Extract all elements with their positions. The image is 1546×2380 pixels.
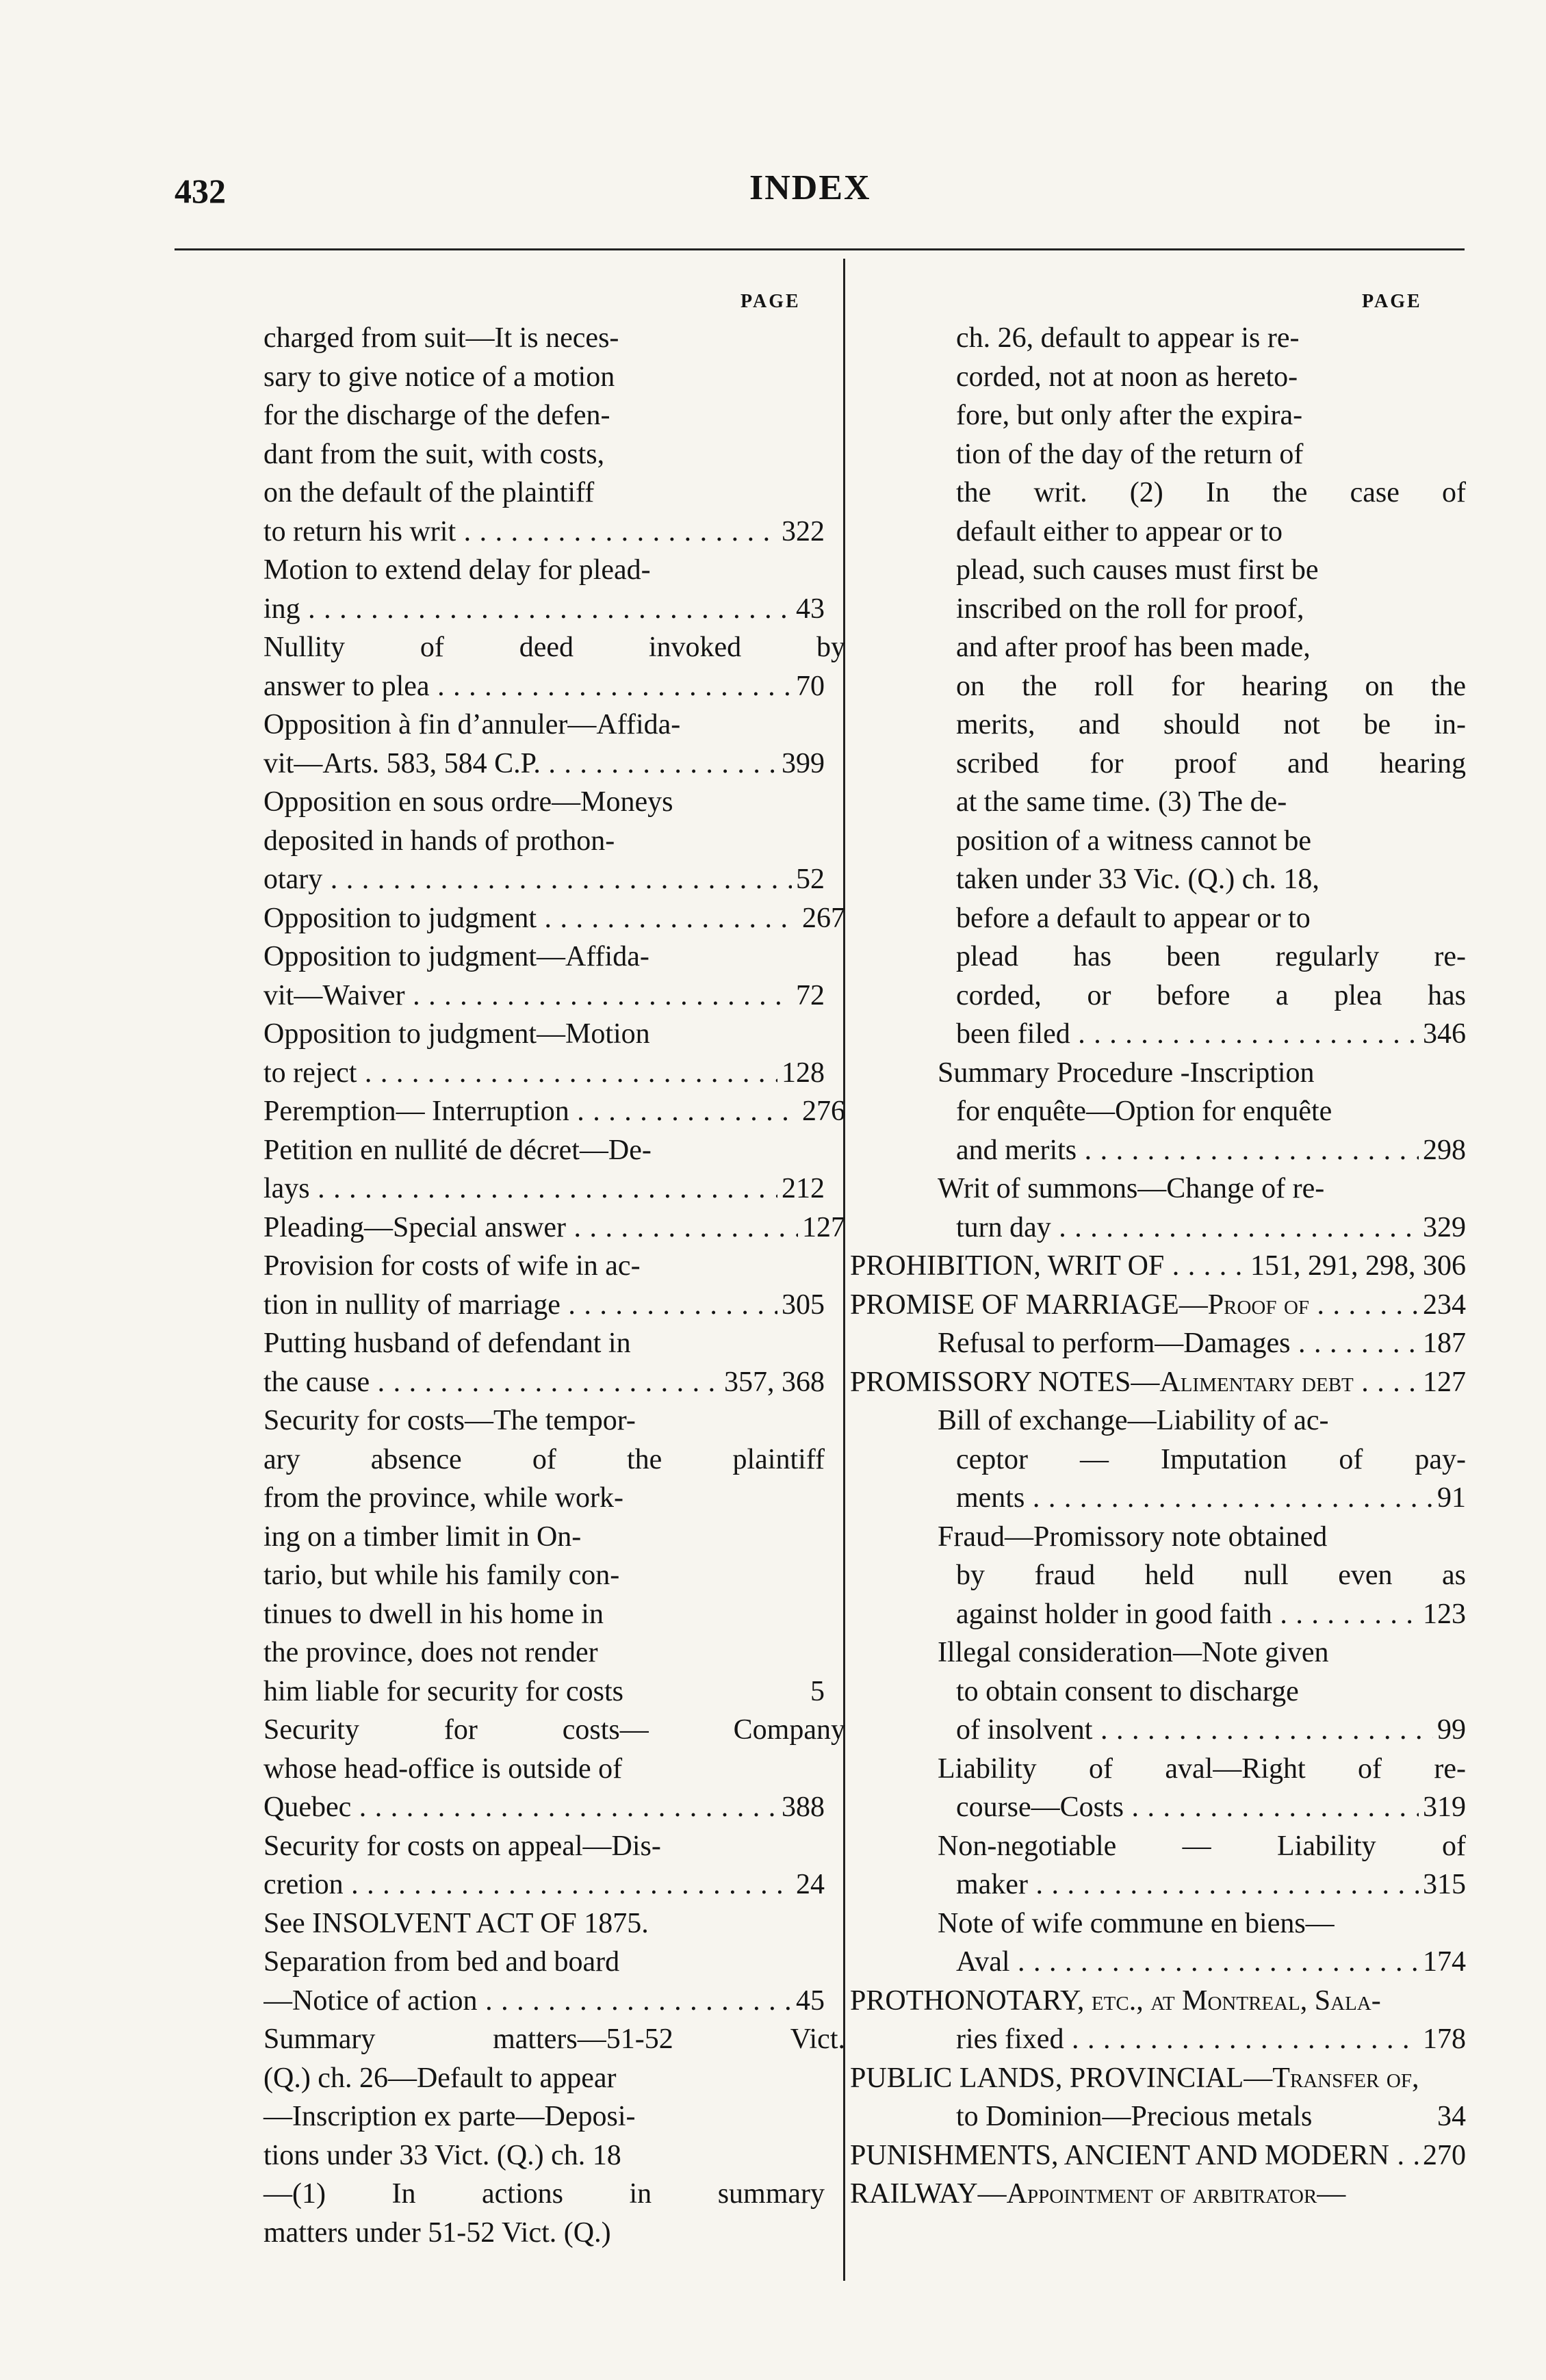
index-entry-text: Opposition to judgment—Affida- [263, 941, 649, 972]
page-reference: 357, 368 [724, 1366, 825, 1398]
index-line [263, 1208, 845, 1247]
index-entry-text: fore, but only after the expira- [956, 400, 1303, 431]
index-line [263, 1788, 825, 1827]
page-reference: 151, 291, 298, 306 [1250, 1250, 1466, 1282]
index-line [263, 976, 825, 1016]
index-entry-text: deposited in hands of prothon- [263, 825, 615, 857]
index-entry-text: by fraud held null even as [956, 1560, 1466, 1591]
page-reference: 24 [796, 1869, 825, 1900]
index-line [850, 358, 1466, 397]
index-entry-text: Non-negotiable — Liability of [938, 1830, 1466, 1862]
index-line [263, 1633, 825, 1672]
index-entry-text: See INSOLVENT ACT OF 1875. [263, 1907, 649, 1939]
index-line [850, 1169, 1466, 1208]
page-reference: 174 [1423, 1946, 1466, 1978]
index-entry-text: Opposition à fin d’annuler—Affida- [263, 709, 681, 740]
index-entry-text: the cause . . . [263, 1363, 720, 1402]
index-entry-text: for enquête—Option for enquête [956, 1096, 1332, 1127]
index-line [850, 1401, 1466, 1440]
index-entry-text: to return his writ . . . [263, 513, 777, 552]
index-entry-text: Illegal consideration—Note given [938, 1637, 1329, 1668]
index-line [263, 1943, 845, 1982]
index-entry-text: inscribed on the roll for proof, [956, 593, 1304, 625]
index-line [850, 1015, 1466, 1054]
page-reference: 322 [782, 515, 825, 547]
index-line [263, 667, 825, 706]
index-line [263, 822, 825, 861]
index-line [263, 2175, 825, 2214]
index-entry-text: PROMISE OF MARRIAGE—Proof of . . . [850, 1286, 1419, 1325]
index-entry-text: Motion to extend delay for plead- [263, 554, 651, 586]
index-entry-text: ments . . . [956, 1479, 1433, 1518]
left-column [263, 319, 845, 2252]
index-line [850, 2059, 1466, 2098]
index-entry-text: dant from the suit, with costs, [263, 438, 605, 470]
index-entry-text: Provision for costs of wife in ac- [263, 1250, 641, 1282]
index-line [850, 435, 1466, 474]
index-line [850, 745, 1466, 784]
index-line [263, 551, 845, 590]
index-line [850, 1440, 1466, 1479]
index-line [850, 1904, 1466, 1943]
index-entry-text: otary . . . [263, 860, 792, 899]
index-line [850, 976, 1466, 1016]
index-entry-text: ch. 26, default to appear is re- [956, 322, 1300, 354]
index-line [850, 2097, 1466, 2136]
page-reference: 123 [1423, 1598, 1466, 1630]
index-line [850, 1131, 1466, 1170]
index-entry-text: against holder in good faith . . . [956, 1595, 1419, 1634]
index-entry-text: PUNISHMENTS, ANCIENT AND MODERN . . . [850, 2136, 1419, 2175]
index-line [850, 1711, 1466, 1750]
index-line [850, 1208, 1466, 1247]
page-reference: 99 [1437, 1714, 1466, 1746]
index-line [263, 2136, 825, 2175]
page-reference: 212 [782, 1173, 825, 1204]
index-entry-text: answer to plea . . . [263, 667, 792, 706]
index-entry-text: —Notice of action . . . [263, 1982, 792, 2021]
index-entry-text: ing . . . [263, 590, 792, 629]
page-reference: 329 [1423, 1211, 1466, 1243]
index-entry-text: tion of the day of the return of [956, 438, 1304, 470]
index-entry-text: been filed . . . [956, 1015, 1419, 1054]
index-entry-text: (Q.) ch. 26—Default to appear [263, 2062, 617, 2094]
index-line [850, 937, 1466, 976]
index-line [263, 706, 845, 745]
index-entry-text: on the default of the plaintiff [263, 477, 595, 508]
index-line [263, 2059, 825, 2098]
index-entry-text: corded, or before a plea has [956, 979, 1466, 1011]
right-column [850, 319, 1466, 2214]
page-reference: 319 [1423, 1792, 1466, 1823]
index-entry-text: Writ of summons—Change of re- [938, 1173, 1325, 1204]
index-entry-text: and after proof has been made, [956, 632, 1311, 663]
index-line [850, 706, 1466, 745]
index-line [263, 1247, 845, 1286]
index-line [850, 474, 1466, 513]
index-entry-text: maker . . . [956, 1865, 1419, 1904]
page-reference: 399 [782, 747, 825, 779]
page-reference: 43 [796, 593, 825, 625]
index-entry-text: before a default to appear or to [956, 902, 1311, 934]
index-line [850, 513, 1466, 552]
index-line [263, 1479, 825, 1518]
page-reference: 267 [802, 902, 845, 934]
index-line [263, 590, 825, 629]
index-line [263, 1827, 845, 1866]
index-entry-text: default either to appear or to [956, 515, 1283, 547]
index-entry-text: ary absence of the plaintiff [263, 1443, 825, 1475]
index-entry-text: RAILWAY—Appointment of arbitrator— [850, 2178, 1346, 2210]
page-reference: 70 [796, 670, 825, 702]
index-line [850, 396, 1466, 435]
index-line [850, 860, 1466, 899]
index-line [263, 1092, 845, 1131]
index-line [850, 783, 1466, 822]
index-entry-text: the writ. (2) In the case of [956, 477, 1466, 508]
index-entry-text: Security for costs—The tempor- [263, 1405, 636, 1436]
index-entry-text: Petition en nullité de décret—De- [263, 1134, 652, 1166]
index-line [850, 2175, 1466, 2214]
index-entry-text: matters under 51-52 Vict. (Q.) [263, 2216, 611, 2249]
index-entry-text: Security for costs— Company [263, 1714, 845, 1746]
index-entry-text: lays . . . [263, 1169, 777, 1208]
index-line [263, 1015, 845, 1054]
index-line [850, 1672, 1466, 1711]
index-entry-text: Bill of exchange—Liability of ac- [938, 1405, 1329, 1436]
right-column-page-label: PAGE [1362, 291, 1422, 312]
index-line [850, 1286, 1466, 1325]
index-entry-text: tions under 33 Vict. (Q.) ch. 18 [263, 2139, 621, 2171]
index-line [263, 435, 825, 474]
index-line [263, 319, 825, 358]
index-line [850, 1324, 1466, 1363]
index-line [850, 1865, 1466, 1904]
index-entry-text: at the same time. (3) The de- [956, 786, 1287, 818]
page-reference: 388 [782, 1792, 825, 1823]
page-reference: 315 [1423, 1869, 1466, 1900]
index-entry-text: Pleading—Special answer . . . [263, 1208, 798, 1247]
index-entry-text: Summary matters—51-52 Vict. [263, 2023, 845, 2055]
index-entry-text: Putting husband of defendant in [263, 1328, 631, 1359]
index-line [263, 2214, 825, 2253]
index-entry-text: Security for costs on appeal—Dis- [263, 1830, 661, 1862]
index-line [263, 1982, 825, 2021]
index-line [263, 396, 825, 435]
index-line [263, 1904, 845, 1943]
index-line [263, 1865, 825, 1904]
index-line [850, 822, 1466, 861]
index-entry-text: plead has been regularly re- [956, 941, 1466, 972]
page-reference: 270 [1423, 2139, 1466, 2171]
index-line [850, 1595, 1466, 1634]
index-entry-text: corded, not at noon as hereto- [956, 361, 1298, 393]
index-line [850, 1479, 1466, 1518]
page-number: 432 [175, 172, 226, 210]
index-line [850, 1788, 1466, 1827]
index-line [263, 937, 845, 976]
index-entry-text: vit—Waiver . . . [263, 976, 792, 1016]
index-entry-text: whose head-office is outside of [263, 1752, 623, 1785]
index-entry-text: Peremption— Interruption . . . [263, 1092, 798, 1131]
page-reference: 5 [810, 1675, 825, 1707]
index-line [263, 1672, 825, 1711]
index-entry-text: taken under 33 Vic. (Q.) ch. 18, [956, 864, 1319, 895]
index-entry-text: Note of wife commune en biens— [938, 1907, 1335, 1939]
index-entry-text: him liable for security for costs [263, 1675, 624, 1707]
index-entry-text: PUBLIC LANDS, PROVINCIAL—Transfer of, [850, 2062, 1419, 2094]
index-line [850, 1247, 1466, 1286]
page-reference: 128 [782, 1057, 825, 1089]
index-line [850, 1518, 1466, 1557]
page-reference: 178 [1423, 2023, 1466, 2055]
index-line [263, 1169, 825, 1208]
index-entry-text: scribed for proof and hearing [956, 747, 1466, 779]
index-line [850, 1092, 1466, 1131]
page-reference: 187 [1423, 1328, 1466, 1359]
index-entry-text: from the province, while work- [263, 1482, 624, 1514]
running-head: INDEX [749, 168, 871, 207]
index-line [263, 513, 825, 552]
index-line [263, 745, 825, 784]
index-entry-text: to obtain consent to discharge [956, 1675, 1299, 1707]
index-entry-text: turn day . . . [956, 1208, 1419, 1247]
page-reference: 276 [802, 1096, 845, 1127]
index-line [263, 1711, 845, 1750]
index-line [850, 590, 1466, 629]
index-line [850, 1943, 1466, 1982]
page-reference: 305 [782, 1289, 825, 1321]
page-reference: 72 [796, 979, 825, 1011]
index-line [850, 628, 1466, 667]
index-line [850, 899, 1466, 938]
index-line [263, 1595, 825, 1634]
index-line [263, 860, 825, 899]
index-line [850, 1750, 1466, 1789]
index-entry-text: ing on a timber limit in On- [263, 1521, 582, 1553]
index-line [263, 628, 845, 667]
page-reference: 91 [1437, 1482, 1466, 1514]
index-entry-text: of insolvent . . . [956, 1711, 1433, 1750]
index-line [850, 551, 1466, 590]
index-line [263, 1286, 825, 1325]
index-line [263, 1324, 845, 1363]
page-reference: 52 [796, 864, 825, 895]
index-line [850, 319, 1466, 358]
index-entry-text: Fraud—Promissory note obtained [938, 1521, 1328, 1553]
index-entry-text: PROTHONOTARY, etc., at Montreal, Sala- [850, 1984, 1381, 2017]
index-line [263, 783, 845, 822]
page-reference: 234 [1423, 1289, 1466, 1321]
index-line [263, 1131, 845, 1170]
index-entry-text: PROMISSORY NOTES—Alimentary debt . . . [850, 1363, 1419, 1402]
index-entry-text: —(1) In actions in summary [263, 2178, 825, 2210]
index-line [850, 1363, 1466, 1402]
index-line [263, 1363, 825, 1402]
index-line [850, 1827, 1466, 1866]
index-entry-text: Aval . . . [956, 1943, 1419, 1982]
index-line [263, 1750, 825, 1789]
index-line [263, 2020, 845, 2059]
index-line [263, 1556, 825, 1595]
left-column-page-label: PAGE [740, 291, 801, 312]
index-entry-text: Refusal to perform—Damages . . . [938, 1324, 1419, 1363]
index-entry-text: ries fixed . . . [956, 2020, 1419, 2059]
index-entry-text: Opposition to judgment . . . [263, 899, 798, 938]
index-entry-text: Separation from bed and board [263, 1946, 620, 1978]
index-entry-text: cretion . . . [263, 1865, 792, 1904]
page-reference: 127 [802, 1211, 845, 1243]
index-entry-text: on the roll for hearing on the [956, 670, 1466, 702]
index-entry-text: Nullity of deed invoked by [263, 632, 845, 663]
index-entry-text: sary to give notice of a motion [263, 361, 615, 393]
index-line [263, 1440, 825, 1479]
index-line [850, 2136, 1466, 2175]
index-entry-text: Liability of aval—Right of re- [938, 1752, 1466, 1785]
index-entry-text: for the discharge of the defen- [263, 400, 610, 431]
index-entry-text: and merits . . . [956, 1131, 1419, 1170]
index-line [850, 1982, 1466, 2021]
index-entry-text: plead, such causes must first be [956, 554, 1319, 586]
index-entry-text: tinues to dwell in his home in [263, 1598, 604, 1630]
index-entry-text: tario, but while his family con- [263, 1560, 620, 1591]
index-entry-text: Quebec . . . [263, 1788, 777, 1827]
index-line [263, 474, 825, 513]
index-entry-text: Summary Procedure -Inscription [938, 1057, 1315, 1089]
index-line [263, 1518, 825, 1557]
index-entry-text: Opposition en sous ordre—Moneys [263, 786, 673, 818]
index-entry-text: position of a witness cannot be [956, 825, 1312, 857]
index-entry-text: vit—Arts. 583, 584 C.P. . . . [263, 745, 777, 784]
index-entry-text: Opposition to judgment—Motion [263, 1018, 650, 1050]
index-entry-text: to Dominion—Precious metals [956, 2101, 1313, 2132]
index-entry-text: course—Costs . . . [956, 1788, 1419, 1827]
page-reference: 346 [1423, 1018, 1466, 1050]
index-line [850, 1633, 1466, 1672]
index-line [263, 2097, 825, 2136]
page-reference: 298 [1423, 1134, 1466, 1166]
index-line [263, 1401, 845, 1440]
index-line [850, 667, 1466, 706]
index-line [850, 2020, 1466, 2059]
index-line [263, 358, 825, 397]
index-line [263, 899, 845, 938]
index-entry-text: charged from suit—It is neces- [263, 322, 619, 354]
index-entry-text: —Inscription ex parte—Deposi- [263, 2101, 636, 2132]
header-rule [175, 248, 1465, 250]
index-line [850, 1054, 1466, 1093]
page-reference: 127 [1423, 1366, 1466, 1398]
index-line [263, 1054, 825, 1093]
page-reference: 45 [796, 1984, 825, 2017]
index-entry-text: to reject . . . [263, 1054, 777, 1093]
index-entry-text: ceptor — Imputation of pay- [956, 1443, 1466, 1475]
index-entry-text: the province, does not render [263, 1637, 598, 1668]
index-entry-text: tion in nullity of marriage . . . [263, 1286, 777, 1325]
index-entry-text: PROHIBITION, WRIT OF . . . [850, 1247, 1246, 1286]
page-reference: 34 [1437, 2101, 1466, 2132]
index-entry-text: merits, and should not be in- [956, 709, 1466, 740]
index-line [850, 1556, 1466, 1595]
